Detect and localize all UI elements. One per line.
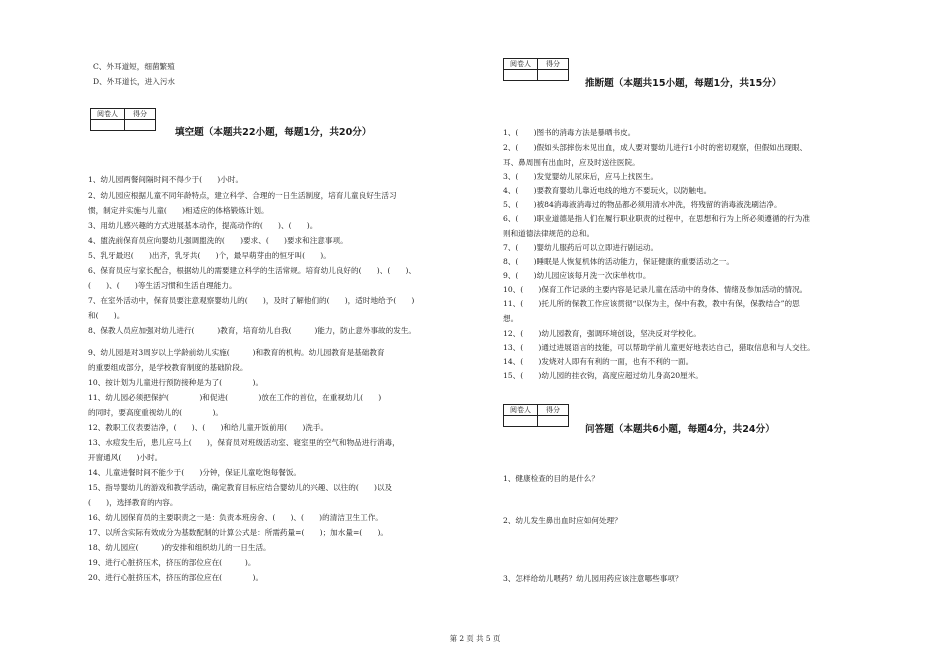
judgment-line: 3、( )发觉婴幼儿尿床后，应马上找医生。 [503, 172, 659, 181]
reviewer-cell [91, 120, 125, 131]
score-label: 得分 [538, 405, 569, 416]
score-label: 得分 [538, 59, 569, 70]
judgment-line: 1、( )图书的消毒方法是暴晒书皮。 [503, 128, 636, 137]
fill-line: 20、进行心脏挤压术，挤压的部位应在( )。 [88, 573, 264, 582]
score-cell [538, 70, 569, 81]
qa-question: 1、健康检查的目的是什么？ [503, 474, 599, 483]
judgment-line: 12、( )幼儿园教育，强调环境创设，坚决反对学校化。 [503, 329, 701, 338]
fill-line: 2、幼儿园应根据儿童不同年龄特点，建立科学、合理的一日生活制度，培育儿童良好生活习 [88, 191, 397, 200]
fill-line: 5、乳牙最迟( )出齐，乳牙共( )个，最早萌芽由的恒牙叫( )。 [88, 251, 331, 260]
fill-line: ( )、( )等生活习惯和生活自理能力。 [88, 281, 237, 290]
judgment-line: 13、( )通过进展语言的技能，可以帮助学前儿童更好地表达自己，猎取信息和与人交往。 [503, 343, 815, 352]
judgment-line: 耳、鼻周围有出血时，应及时送往医院。 [503, 158, 640, 167]
fill-line: 18、幼儿园应( )的安排和组织幼儿的一日生活。 [88, 543, 271, 552]
option-c: C、外耳道短，细菌繁殖 [93, 62, 175, 71]
judgment-line: 9、( )幼儿园应该每月洗一次床单枕巾。 [503, 271, 651, 280]
judgment-line: 8、( )睡眠是人恢复机体的活动能力，保证健康的重要活动之一。 [503, 257, 734, 266]
qa-question: 2、幼儿发生鼻出血时应如何处理？ [503, 516, 622, 525]
judgment-title: 推断题（本题共15小题，每题1分，共15分） [585, 78, 782, 89]
judgment-line: 4、( )要教育婴幼儿靠近电线的地方不要玩火，以防触电。 [503, 186, 712, 195]
score-table-fill [90, 108, 156, 131]
judgment-line: 10、( )保育工作记录的主要内容是记录儿童在活动中的身体、情绪及参加活动的情况。 [503, 285, 808, 294]
reviewer-label: 阅卷人 [504, 405, 538, 416]
fill-line: 惯，制定并实施与儿童( )相适应的体格锻炼计划。 [88, 206, 269, 215]
fill-line: 7、在室外活动中，保育员要注意观察婴幼儿的( )，及时了解他们的( )，适时地给予( ) [88, 296, 415, 305]
judgment-line: 2、( )假如头部摔伤未见出血，成人要对婴幼儿进行1小时的密切观察，但假如出现眼、 [503, 143, 808, 152]
qa-title: 问答题（本题共6小题，每题4分，共24分） [585, 424, 775, 435]
fill-line: 9、幼儿园是对3周岁以上学龄前幼儿实施( )和教育的机构。幼儿园教育是基础教育 [88, 348, 385, 357]
score-table-judgment [503, 58, 569, 81]
score-cell [125, 120, 156, 131]
fill-line: 17、以所含实际有效成分为基数配制的计算公式是：所需药量=( )；加水量=( )。 [88, 528, 389, 537]
reviewer-label: 阅卷人 [504, 59, 538, 70]
fill-line: 16、幼儿园保育员的主要职责之一是：负责本班房舍、( )、( )的清洁卫生工作。 [88, 513, 383, 522]
fill-line: 4、盥洗前保育员应向婴幼儿强调盥洗的( )要求、( )要求和注意事项。 [88, 236, 348, 245]
fill-line: 11、幼儿园必须把保护( )和促进( )放在工作的首位，在重视幼儿( ) [88, 393, 382, 402]
fill-line: ( )，选择教育的内容。 [88, 498, 178, 507]
fill-line: 19、进行心脏挤压术，挤压的部位应在( )。 [88, 558, 256, 567]
fill-line: 开窗通风( )小时。 [88, 453, 163, 462]
judgment-line: 15、( )幼儿园的挂衣钩，高度应超过幼儿身高20厘米。 [503, 371, 703, 380]
judgment-line: 5、( )被84消毒液消毒过的物品都必须用清水冲洗，将残留的消毒液洗刷洁净。 [503, 200, 782, 209]
judgment-line: 则和道德法律规范的总和。 [503, 229, 595, 238]
reviewer-cell [504, 70, 538, 81]
fill-line: 12、教职工仪表要洁净，( )、( )和给儿童开饭前用( )洗手。 [88, 423, 329, 432]
fill-line: 6、保育员应与家长配合，根据幼儿的需要建立科学的生活常规。培育幼儿良好的( )、( )、 [88, 266, 417, 275]
option-d: D、外耳道长，进入污水 [93, 77, 176, 86]
fill-line: 3、用幼儿感兴趣的方式进展基本动作，提高动作的( )、( )。 [88, 221, 318, 230]
judgment-line: 14、( )发烧对人即有有利的一面，也有不利的一面。 [503, 357, 694, 366]
fill-blank-title: 填空题（本题共22小题，每题1分，共20分） [175, 127, 372, 138]
page-footer: 第 2 页 共 5 页 [449, 634, 501, 643]
qa-question: 3、怎样给幼儿喂药？幼儿园用药应该注意哪些事项？ [503, 574, 683, 583]
reviewer-cell [504, 416, 538, 427]
fill-line: 13、水痘发生后，患儿应马上( )，保育员对班级活动室、寝室里的空气和物品进行消毒， [88, 438, 400, 447]
judgment-line: 想。 [503, 314, 519, 323]
score-label: 得分 [125, 109, 156, 120]
fill-line: 14、儿童进餐时间不能少于( )分钟，保证儿童吃饱每餐饭。 [88, 468, 302, 477]
judgment-line: 11、( )托儿所的保教工作应该贯彻“以保为主，保中有教，教中有保，保教结合”的思 [503, 299, 800, 308]
score-table-qa [503, 404, 569, 427]
fill-line: 15、指导婴幼儿的游戏和教学活动，确定教育目标应结合婴幼儿的兴趣、以往的( )以及 [88, 483, 393, 492]
reviewer-label: 阅卷人 [91, 109, 125, 120]
fill-line: 10、按计划为儿童进行预防接种是为了( )。 [88, 378, 264, 387]
score-cell [538, 416, 569, 427]
judgment-line: 6、( )职业道德是指人们在履行职业职责的过程中，在思想和行为上所必须遵循的行为准 [503, 214, 810, 223]
fill-line: 的同时，要高度重视幼儿的( )。 [88, 408, 224, 417]
fill-line: 的重要组成部分，是学校教育制度的基础阶段。 [88, 363, 248, 372]
fill-line: 8、保教人员应加强对幼儿进行( )教育，培育幼儿自我( )能力，防止意外事故的发生。 [88, 326, 417, 335]
fill-line: 1、幼儿园两餐间隔时间不得少于( )小时。 [88, 175, 244, 184]
fill-line: 和( )。 [88, 311, 125, 320]
judgment-line: 7、( )婴幼儿服药后可以立即进行剧运动。 [503, 243, 659, 252]
